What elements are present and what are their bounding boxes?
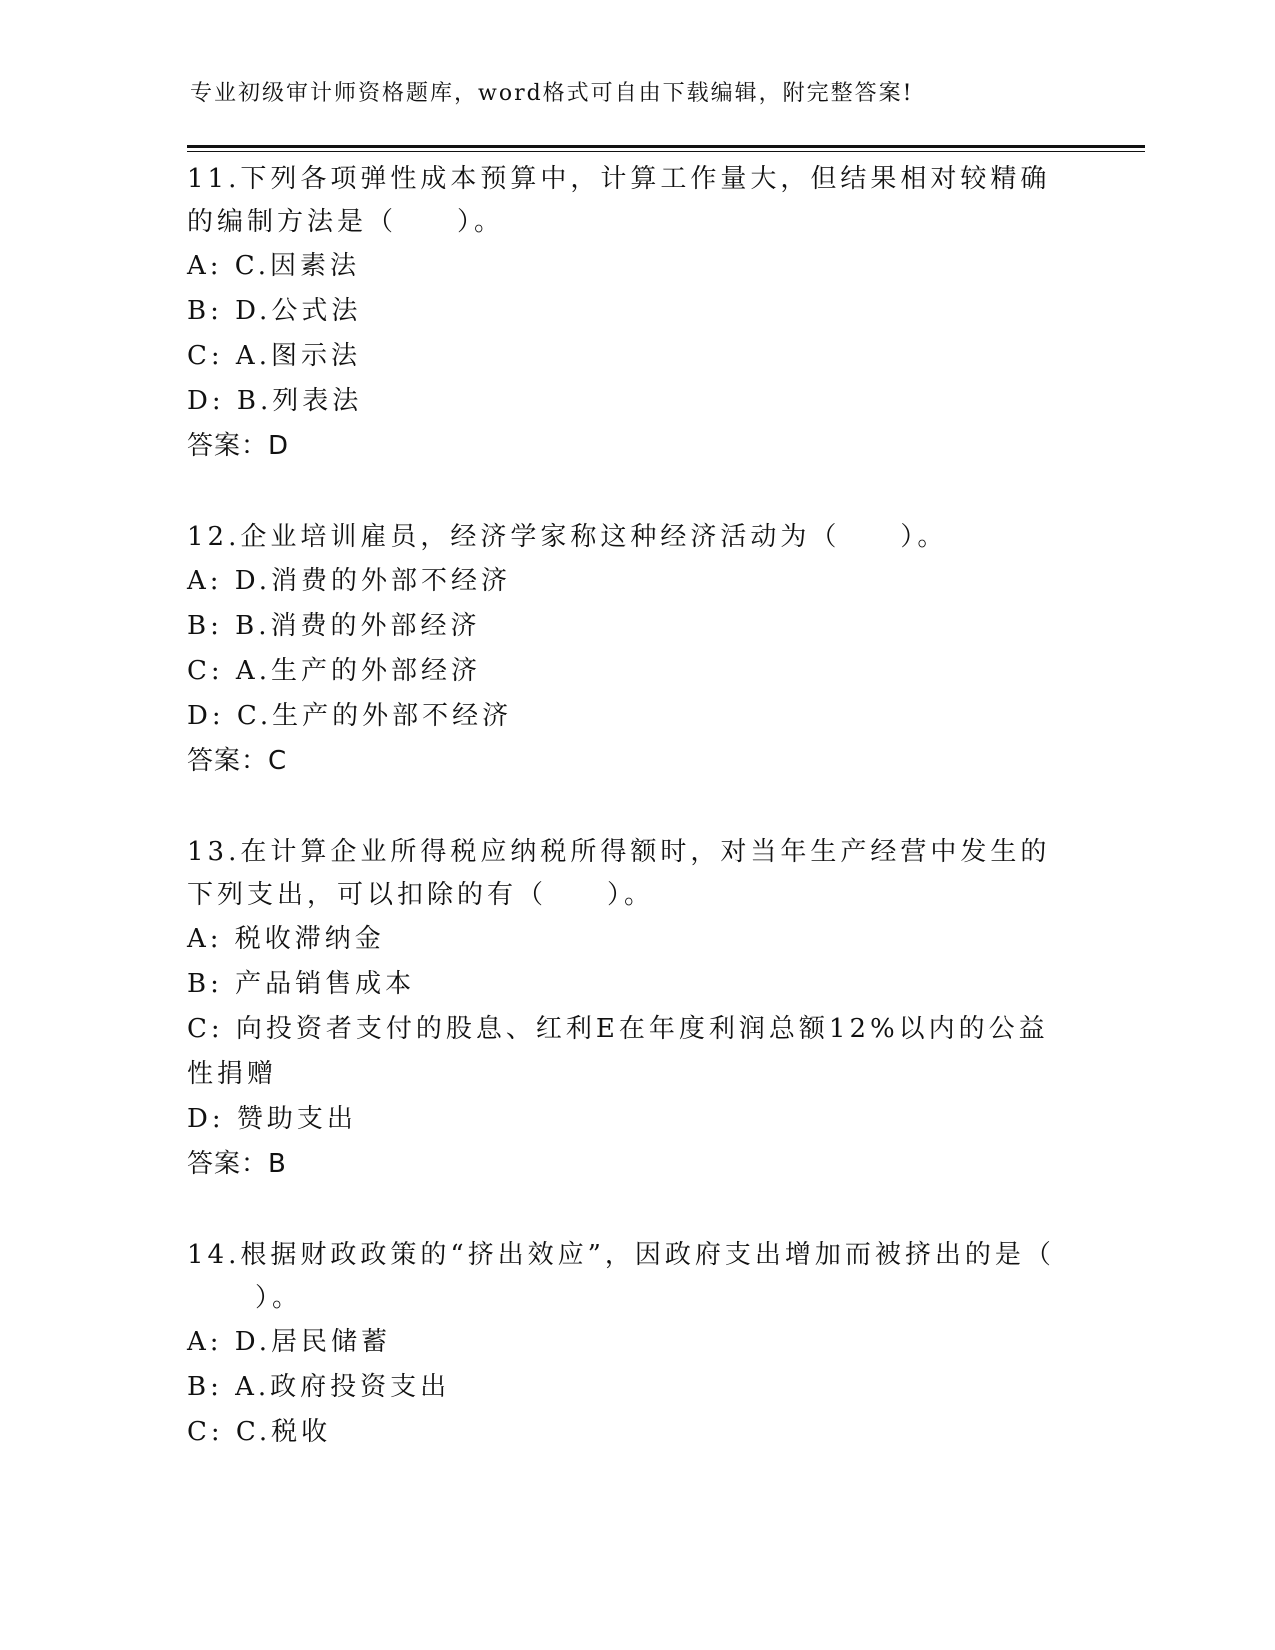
option-a: A: D.消费的外部不经济 (187, 566, 511, 596)
question-12 (187, 516, 1067, 784)
option-c: C: C.税收 (187, 1417, 332, 1447)
option-c: C: A.图示法 (187, 341, 361, 371)
option-c: C: A.生产的外部经济 (187, 656, 481, 686)
question-title: 11.下列各项弹性成本预算中，计算工作量大，但结果相对较精确的编制方法是（ ）。 (187, 164, 1051, 237)
option-b: B: D.公式法 (187, 296, 362, 326)
option-b: B: A.政府投资支出 (187, 1372, 451, 1402)
answer: 答案：D (187, 431, 290, 461)
option-b: B: B.消费的外部经济 (187, 611, 481, 641)
option-a: A: D.居民储蓄 (187, 1327, 391, 1357)
option-d: D: B.列表法 (187, 386, 363, 416)
question-list (187, 158, 1067, 1502)
answer: 答案：B (187, 1149, 287, 1179)
question-title-line2 (187, 1277, 1067, 1320)
page-header: 专业初级审计师资格题库，word格式可自由下载编辑，附完整答案! (190, 81, 914, 106)
option-a: A: 税收滞纳金 (187, 924, 385, 954)
question-title-tail: ）。 (255, 1283, 303, 1313)
question-13 (187, 831, 1067, 1187)
option-d: D: 赞助支出 (187, 1104, 357, 1134)
option-a: A: C.因素法 (187, 251, 361, 281)
option-b: B: 产品销售成本 (187, 969, 416, 999)
question-title: 12.企业培训雇员，经济学家称这种经济活动为（ ）。 (187, 522, 948, 552)
option-c: C: 向投资者支付的股息、红利E在年度利润总额12%以内的公益性捐赠 (187, 1014, 1049, 1089)
option-d: D: C.生产的外部不经济 (187, 701, 513, 731)
question-11 (187, 158, 1067, 469)
header-rule-thin (187, 151, 1145, 152)
header-rule-thick (187, 145, 1145, 148)
question-14 (187, 1234, 1067, 1455)
question-title: 13.在计算企业所得税应纳税所得额时，对当年生产经营中发生的下列支出，可以扣除的有（ ）。 (187, 837, 1051, 910)
answer: 答案：C (187, 746, 288, 776)
question-title-line1: 14.根据财政政策的“挤出效应”，因政府支出增加而被挤出的是（ (187, 1240, 1055, 1270)
